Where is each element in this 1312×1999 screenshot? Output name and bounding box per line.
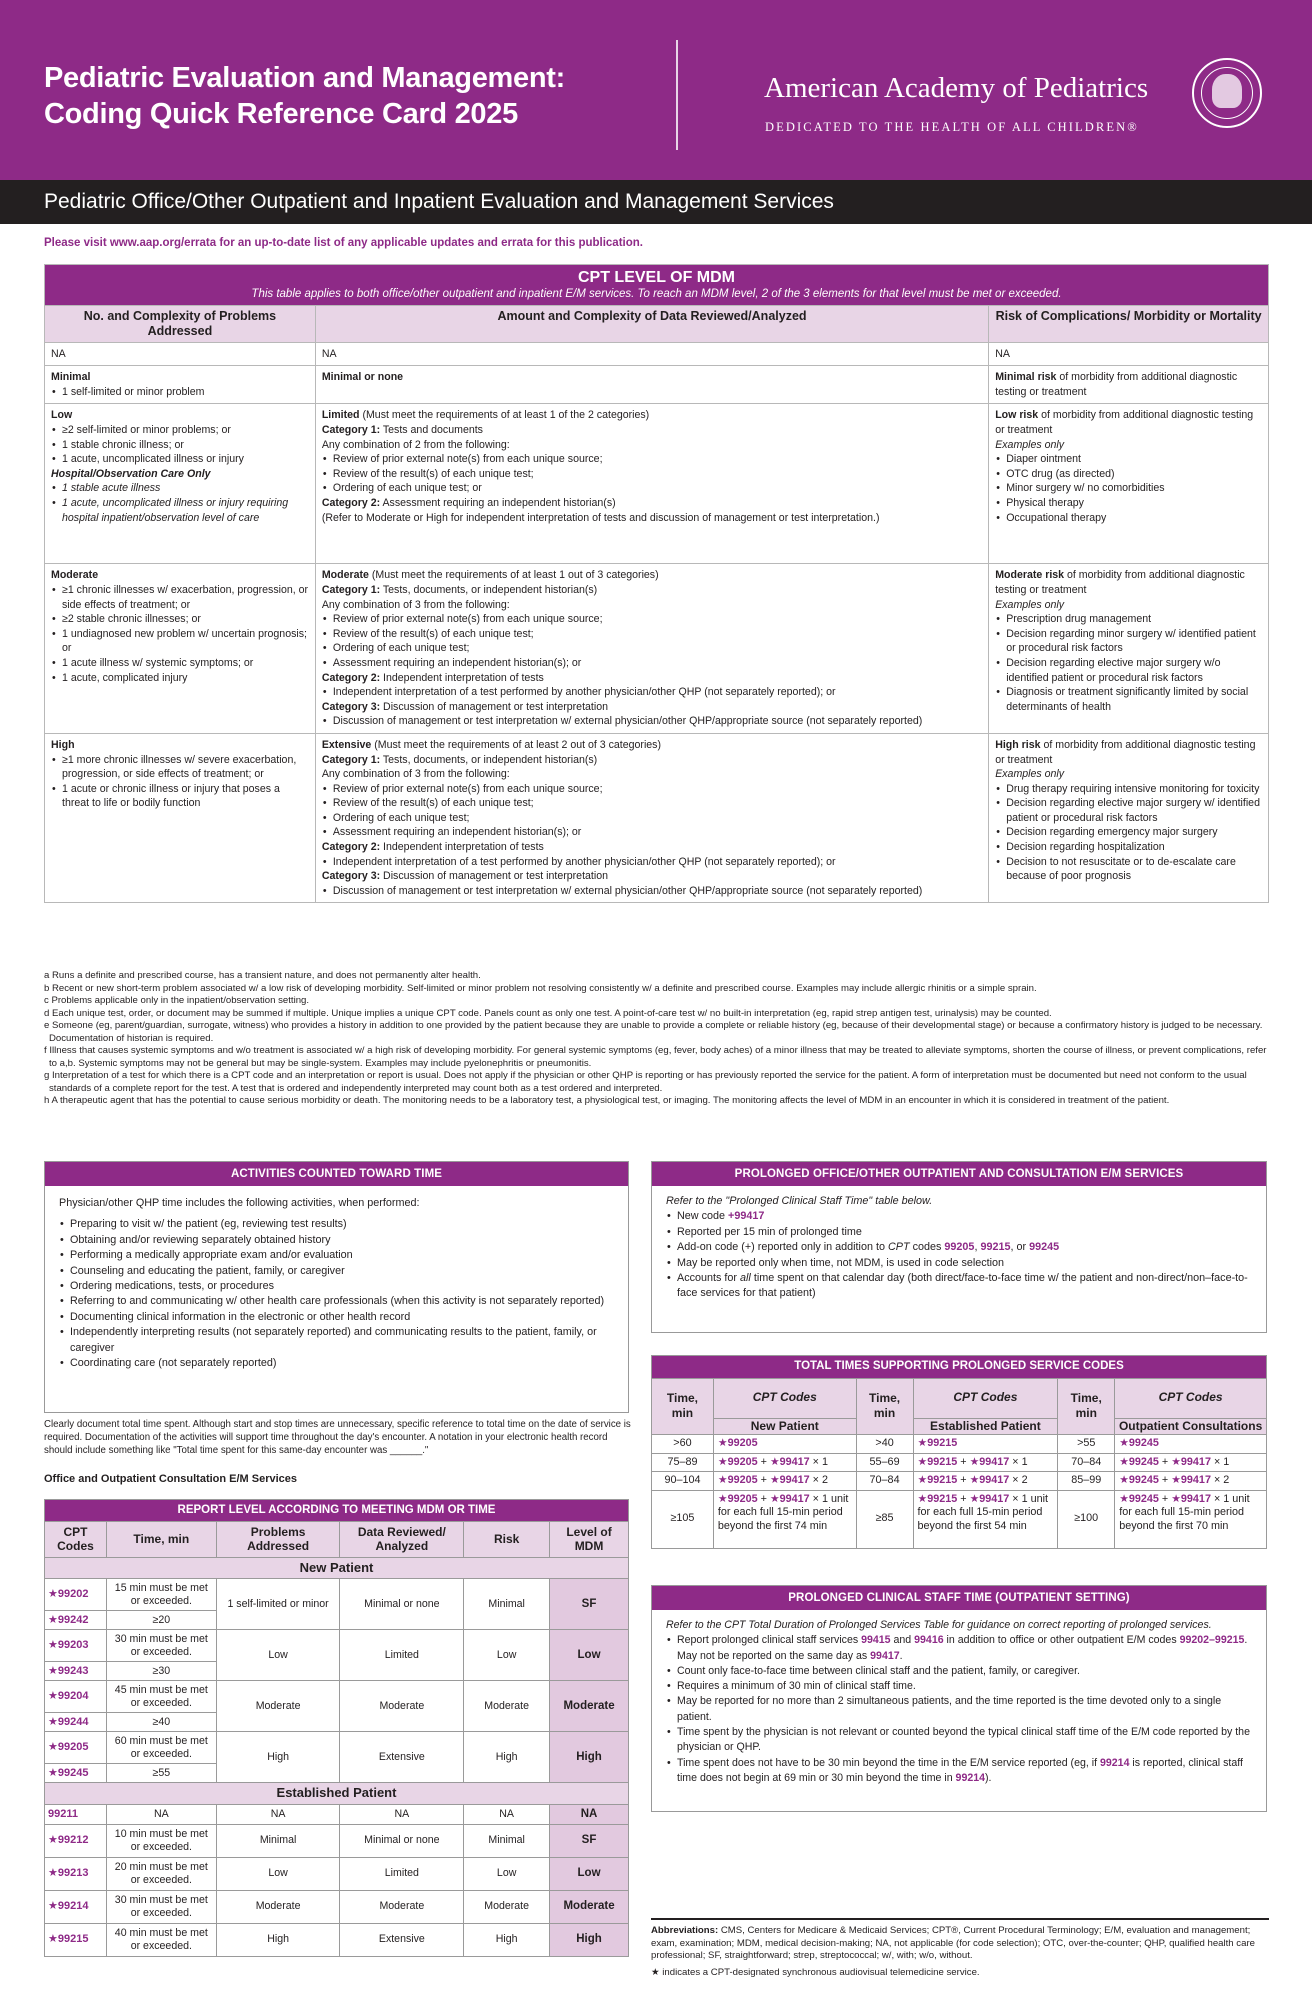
risk-high: High risk of morbidity from additional diagnostic testing or treatment Examples only • Drug therapy requiring intensive monitoring for toxicity • Decision regarding elective major surgery w/ identified patient or procedural risk factors • Decision regarding emergency major surgery • Decision regarding hospitalization • Decision to not resuscitate or to de-escalate care because of poor prognosis [989, 733, 1269, 903]
time-cell: 90–104 [652, 1472, 714, 1491]
col-problems: No. and Complexity of Problems Addressed [45, 305, 316, 342]
section-subheader: Pediatric Office/Other Outpatient and Inpatient Evaluation and Management Services [0, 180, 1312, 224]
time-cell: ≥100 [1058, 1490, 1115, 1548]
risk-moderate: Moderate risk of morbidity from additional diagnostic testing or treatment Examples only • Prescription drug management • Decision regarding minor surgery w/ identified patient or procedural risk factors • Decision regarding elective major surgery w/o identified patient or procedural risk factors • Diagnosis or treatment significantly limited by social determinants of health [989, 564, 1269, 734]
table-row [45, 1923, 629, 1956]
cpt-code-cell: ★99205 + ★99417 × 2 [713, 1472, 856, 1491]
title-line-1: Pediatric Evaluation and Management: [44, 62, 565, 94]
organization-name: American Academy of Pediatrics [764, 72, 1149, 104]
staff-time-box [651, 1585, 1267, 1812]
prolonged-title: PROLONGED OFFICE/OTHER OUTPATIENT AND CONSULTATION E/M SERVICES [652, 1162, 1266, 1186]
problems-high: High • ≥1 more chronic illnesses w/ severe exacerbation, progression, or side effects of treatment; or • 1 acute or chronic illness or injury that poses a threat to life or bodily function [45, 733, 316, 903]
table-row [45, 1857, 629, 1890]
mdm-table [44, 264, 1269, 903]
data-reviewed: Limited [340, 1857, 464, 1890]
new-patient-label: New Patient [45, 1557, 629, 1579]
footnote: a Runs a definite and prescribed course, has a transient nature, and does not permanently alter health. [44, 970, 481, 981]
time-threshold: 40 min must be met or exceeded. [106, 1923, 216, 1956]
table-row [45, 1630, 629, 1662]
problems-minimal: Minimal • 1 self-limited or minor problem [45, 366, 316, 404]
time-cell: 75–89 [652, 1453, 714, 1472]
cpt-code: ★99244 [45, 1713, 107, 1732]
report-title: REPORT LEVEL ACCORDING TO MEETING MDM OR TIME [177, 1504, 496, 1516]
cpt-code: ★99245 [45, 1764, 107, 1783]
errata-note: Please visit www.aap.org/errata for an up-to-date list of any applicable updates and errata for this publication. [44, 237, 643, 249]
problems-addressed: Low [216, 1857, 340, 1890]
risk-level: Moderate [464, 1681, 550, 1732]
mdm-level: Low [550, 1630, 629, 1681]
document-title [44, 60, 565, 132]
activities-title: ACTIVITIES COUNTED TOWARD TIME [45, 1162, 628, 1186]
mdm-row-low [45, 404, 1269, 564]
mdm-level: High [550, 1732, 629, 1783]
risk-level: Moderate [464, 1890, 550, 1923]
cpt-code: ★99202 [45, 1579, 107, 1611]
header-banner [0, 0, 1312, 180]
time-threshold: 60 min must be met or exceeded. [106, 1732, 216, 1764]
cpt-code-cell: ★99215 + ★99417 × 1 [913, 1453, 1058, 1472]
time-cell: >60 [652, 1435, 714, 1454]
title-line-2: Coding Quick Reference Card 2025 [44, 98, 518, 130]
risk-low: Low risk of morbidity from additional diagnostic testing or treatment Examples only • Diaper ointment • OTC drug (as directed) • Minor surgery w/ no comorbidities • Physical therapy • Occupational therapy [989, 404, 1269, 564]
data-reviewed: Minimal or none [340, 1579, 464, 1630]
footnote: d Each unique test, order, or document may be summed if multiple. Unique implies a unique CPT code. Panels count as only one test. A point-of-care test w/ no built-in interpretation (eg, rapid strep antigen test, urinalysis) may be counted. [44, 1007, 1052, 1019]
time-threshold: 15 min must be met or exceeded. [106, 1579, 216, 1611]
mdm-level: SF [550, 1824, 629, 1857]
abbreviations: Abbreviations: CMS, Centers for Medicare & Medicaid Services; CPT®, Current Procedural Terminology; E/M, evaluation and management; exam, examination; MDM, medical decision-making; NA, not applicable (for code selection); OTC, over-the-counter; QHP, qualified health care professional; SF, straightforward; strep, streptococcal; w/, with; w/o, without. ★ indicates a CPT-designated synchronous audiovisual telemedicine service. [651, 1918, 1269, 1979]
cpt-code: ★99242 [45, 1611, 107, 1630]
col-risk: Risk of Complications/ Morbidity or Mortality [989, 305, 1269, 342]
total-times-row [652, 1453, 1267, 1472]
prolonged-body: Refer to the "Prolonged Clinical Staff Time" table below. • New code +99417 • Reported per 15 min of prolonged time • Add-on code (+) reported only in addition to CPT codes 99205, 99215, or 99245 • May be reported only when time, not MDM, is used in code selection • Accounts for all time spent on that calendar day (both direct/face-to-face time w/ the patient and non-direct/non–face-to-face services for that patient) [652, 1186, 1266, 1312]
cpt-code-cell: ★99215 [913, 1435, 1058, 1454]
mdm-level: Low [550, 1857, 629, 1890]
data-reviewed: Limited [340, 1630, 464, 1681]
risk-level: Minimal [464, 1824, 550, 1857]
na-cell: NA [45, 342, 316, 366]
time-cell: 70–84 [1058, 1453, 1115, 1472]
cpt-code-cell: ★99205 + ★99417 × 1 unit for each full 15-min period beyond the first 74 min [713, 1490, 856, 1548]
data-minimal: Minimal or none [315, 366, 988, 404]
cpt-code-cell: ★99245 + ★99417 × 1 unit for each full 15-min period beyond the first 70 min [1115, 1490, 1267, 1548]
total-times-table: TOTAL TIMES SUPPORTING PROLONGED SERVICE CODES Time, min CPT Codes Time, min CPT Codes Time, min CPT Codes New Patient Established Patient Outpatient Consultations >60 ★99205 >40 ★99215 >55 ★99245 75–89 ★99205 + ★99417 × 1 55–69 ★99215 + ★99417 × 1 70–84 ★99245 + ★99417 × 1 90–104 ★99205 + ★99417 × 2 70–84 ★99215 + ★99417 × 2 85–99 ★99245 + ★99417 × 2 ≥105 ★99205 + ★99417 × 1 unit for each full 15-min period beyond the first 74 min ≥85 ★99215 + ★99417 × 1 unit for each full 15-min period beyond the first 54 min ≥100 ★99245 + ★99417 × 1 unit for each full 15-min period beyond the first 70 min [651, 1355, 1267, 1549]
problems-addressed: Low [216, 1630, 340, 1681]
time-cell: ≥105 [652, 1490, 714, 1548]
table-row [45, 1824, 629, 1857]
table-row [45, 1681, 629, 1713]
total-times-row [652, 1435, 1267, 1454]
footnotes [44, 970, 1269, 1108]
time-threshold: ≥20 [106, 1611, 216, 1630]
data-reviewed: Extensive [340, 1923, 464, 1956]
header-divider [676, 40, 678, 150]
activities-list: • Preparing to visit w/ the patient (eg, reviewing test results) • Obtaining and/or reviewing separately obtained history • Performing a medically appropriate exam and/or evaluation • Counseling and educating the patient, family, or caregiver • Ordering medications, tests, or procedures • Referring to and communicating w/ other health care professionals (when this activity is not separately reported) • Documenting clinical information in the electronic or other health record • Independently interpreting results (not separately reported) and communicating results to the patient, family, or caregiver • Coordinating care (not separately reported) [59, 1217, 614, 1371]
time-threshold: 30 min must be met or exceeded. [106, 1630, 216, 1662]
activities-box [44, 1161, 629, 1413]
mdm-level: Moderate [550, 1890, 629, 1923]
mdm-level: Moderate [550, 1681, 629, 1732]
footnote: b Recent or new short-term problem associated w/ a low risk of developing morbidity. Self-limited or minor problem not resolving consistently w/ a definite and prescribed course. Examples may include allergic rhinitis or a simple sprain. [44, 982, 1037, 994]
time-cell: >40 [856, 1435, 913, 1454]
footnote: h A therapeutic agent that has the potential to cause serious morbidity or death. The monitoring needs to be a laboratory test, a physiological test, or imaging. The monitoring affects the level of MDM in an encounter in which it is considered in treatment of the patient. [44, 1095, 1170, 1106]
total-times-row [652, 1490, 1267, 1548]
mdm-subtitle: This table applies to both office/other outpatient and inpatient E/M services. To reach an MDM level, 2 of the 3 elements for that level must be met or exceeded. [45, 287, 1269, 305]
office-services-label: Office and Outpatient Consultation E/M Services [44, 1473, 298, 1485]
report-level-table: REPORT LEVEL ACCORDING TO MEETING MDM OR TIME CPT Codes Time, min Problems Addressed Data Reviewed/ Analyzed Risk Level of MDM New Patient ★99202 15 min must be met or exceeded. 1 self-limited or minor Minimal or none Minimal SF ★99242 ≥20 ★99203 30 min must be met or exceeded. Low Limited Low Low ★99243 ≥30 ★99204 45 min must be met or exceeded. Moderate Moderate Moderate Moderate ★99244 ≥40 ★99205 60 min must be met or exceeded. High Extensive High High ★99245 ≥55 Established Patient 99211 NA NA NA NA NA ★99212 10 min must be met or exceeded. Minimal Minimal or none Minimal SF ★99213 20 min must be met or exceeded. Low Limited Low Low ★99214 30 min must be met or exceeded. Moderate Moderate Moderate Moderate ★99215 40 min must be met or exceeded. High Extensive High High [44, 1499, 629, 1957]
cpt-code: 99211 [45, 1804, 107, 1824]
data-moderate: Moderate (Must meet the requirements of at least 1 out of 3 categories) Category 1: Tests, documents, or independent historian(s) Any combination of 3 from the following: • Review of prior external note(s) from each unique source; • Review of the result(s) of each unique test; • Ordering of each unique test; • Assessment requiring an independent historian(s); or Category 2: Independent interpretation of tests • Independent interpretation of a test performed by another physician/other QHP (not separately reported); or Category 3: Discussion of management or test interpretation • Discussion of management or test interpretation w/ external physician/other QHP/appropriate source (not separately reported) [315, 564, 988, 734]
established-patient-label: Established Patient [45, 1783, 629, 1805]
aap-seal-logo [1192, 58, 1262, 128]
data-reviewed: Minimal or none [340, 1824, 464, 1857]
time-threshold: 30 min must be met or exceeded. [106, 1890, 216, 1923]
prolonged-item: • New code +99417 [666, 1209, 1252, 1224]
data-reviewed: Moderate [340, 1890, 464, 1923]
table-row [45, 1890, 629, 1923]
time-threshold: ≥40 [106, 1713, 216, 1732]
problems-addressed: NA [216, 1804, 340, 1824]
na-cell: NA [989, 342, 1269, 366]
risk-level: High [464, 1732, 550, 1783]
mdm-level: NA [550, 1804, 629, 1824]
organization-tagline: DEDICATED TO THE HEALTH OF ALL CHILDREN® [765, 120, 1139, 134]
total-times-row [652, 1472, 1267, 1491]
cpt-code: ★99204 [45, 1681, 107, 1713]
star-note: ★ indicates a CPT-designated synchronous audiovisual telemedicine service. [651, 1966, 980, 1978]
mdm-row-minimal [45, 366, 1269, 404]
risk-level: High [464, 1923, 550, 1956]
problems-addressed: High [216, 1732, 340, 1783]
problems-addressed: Moderate [216, 1681, 340, 1732]
time-threshold: 10 min must be met or exceeded. [106, 1824, 216, 1857]
footnote: c Problems applicable only in the inpatient/observation setting. [44, 995, 310, 1006]
risk-level: Low [464, 1857, 550, 1890]
mdm-level: High [550, 1923, 629, 1956]
cpt-code: ★99205 [45, 1732, 107, 1764]
mdm-level: SF [550, 1579, 629, 1630]
cpt-code: ★99203 [45, 1630, 107, 1662]
risk-level: NA [464, 1804, 550, 1824]
mdm-row-moderate [45, 564, 1269, 734]
cpt-code-cell: ★99215 + ★99417 × 2 [913, 1472, 1058, 1491]
problems-addressed: High [216, 1923, 340, 1956]
time-threshold: NA [106, 1804, 216, 1824]
footnote: g Interpretation of a test for which there is a CPT code and an interpretation or report is usual. Does not apply if the physician or other QHP is reporting or has previously reported the service for the patient. A form of interpretation must be documented but need not conform to the usual standards of a complete report for the test. A test that is ordered and independently interpreted may count both as a test ordered and interpreted. [44, 1070, 1247, 1094]
total-times-title: TOTAL TIMES SUPPORTING PROLONGED SERVICE CODES [794, 1360, 1124, 1372]
staff-time-title: PROLONGED CLINICAL STAFF TIME (OUTPATIENT SETTING) [652, 1586, 1266, 1610]
activities-body: Physician/other QHP time includes the following activities, when performed: • Preparing to visit w/ the patient (eg, reviewing test results) • Obtaining and/or reviewing separately obtained history • Performing a medically appropriate exam and/or evaluation • Counseling and educating the patient, family, or caregiver • Ordering medications, tests, or procedures • Referring to and communicating w/ other health care professionals (when this activity is not separately reported) • Documenting clinical information in the electronic or other health record • Independently interpreting results (not separately reported) and communicating results to the patient, family, or caregiver • Coordinating care (not separately reported) [45, 1186, 628, 1381]
cpt-code: ★99215 [45, 1923, 107, 1956]
risk-minimal: Minimal risk of morbidity from additional diagnostic testing or treatment [989, 366, 1269, 404]
prolonged-box [651, 1161, 1267, 1333]
time-cell: 70–84 [856, 1472, 913, 1491]
col-data: Amount and Complexity of Data Reviewed/Analyzed [315, 305, 988, 342]
cpt-code-cell: ★99205 [713, 1435, 856, 1454]
time-cell: ≥85 [856, 1490, 913, 1548]
cpt-code-cell: ★99245 + ★99417 × 1 [1115, 1453, 1267, 1472]
cpt-code: ★99213 [45, 1857, 107, 1890]
problems-addressed: Minimal [216, 1824, 340, 1857]
documentation-note: Clearly document total time spent. Although start and stop times are unnecessary, specific reference to total time on the date of service is required. Documentation of the activities will support time throughout the day's encounter. A notation in your electronic health record should include something like "Total time spent for this same-day encounter was ______." [44, 1419, 631, 1456]
cpt-code-cell: ★99215 + ★99417 × 1 unit for each full 15-min period beyond the first 54 min [913, 1490, 1058, 1548]
footnote: f Illness that causes systemic symptoms and w/o treatment is associated w/ a high risk of developing morbidity. For general systemic symptoms (eg, fever, body aches) of a minor illness that may be treated to alleviate symptoms, shorten the course of illness, or prevent complications, refer to a,b. Systemic symptoms may not be general but may be single-system. Examples may include pyelonephritis or pneumonitis. [44, 1045, 1267, 1069]
table-row [45, 1579, 629, 1611]
time-cell: >55 [1058, 1435, 1115, 1454]
cpt-code: ★99243 [45, 1662, 107, 1681]
cpt-code: ★99212 [45, 1824, 107, 1857]
time-threshold: 45 min must be met or exceeded. [106, 1681, 216, 1713]
na-cell: NA [315, 342, 988, 366]
data-reviewed: Moderate [340, 1681, 464, 1732]
problems-addressed: Moderate [216, 1890, 340, 1923]
footnote: e Someone (eg, parent/guardian, surrogate, witness) who provides a history in addition to one provided by the patient because they are unable to provide a complete or reliable history (eg, because of their developmental stage) or because a confirmatory history is judged to be necessary. Documentation of historian is required. [44, 1020, 1263, 1044]
problems-low: Low • ≥2 self-limited or minor problems; or • 1 stable chronic illness; or • 1 acute, uncomplicated illness or injury Hospital/Observation Care Only • 1 stable acute illness • 1 acute, uncomplicated illness or injury requiring hospital inpatient/observation level of care [45, 404, 316, 564]
time-cell: 55–69 [856, 1453, 913, 1472]
data-high: Extensive (Must meet the requirements of at least 2 out of 3 categories) Category 1: Tests, documents, or independent historian(s) Any combination of 3 from the following: • Review of prior external note(s) from each unique source; • Review of the result(s) of each unique test; • Ordering of each unique test; • Assessment requiring an independent historian(s); or Category 2: Independent interpretation of tests • Independent interpretation of a test performed by another physician/other QHP (not separately reported); or Category 3: Discussion of management or test interpretation • Discussion of management or test interpretation w/ external physician/other QHP/appropriate source (not separately reported) [315, 733, 988, 903]
data-reviewed: NA [340, 1804, 464, 1824]
time-threshold: ≥55 [106, 1764, 216, 1783]
risk-level: Minimal [464, 1579, 550, 1630]
cpt-code-cell: ★99245 + ★99417 × 2 [1115, 1472, 1267, 1491]
staff-time-body: Refer to the CPT Total Duration of Prolonged Services Table for guidance on correct reporting of prolonged services. • Report prolonged clinical staff services 99415 and 99416 in addition to office or other outpatient E/M codes 99202–99215. May not be reported on the same day as 99417. • Count only face-to-face time between clinical staff and the patient, family, or caregiver. • Requires a minimum of 30 min of clinical staff time. • May be reported for no more than 2 simultaneous patients, and the time reported is the time devoted only to a single patient. • Time spent by the physician is not relevant or counted beyond the typical clinical staff time of the E/M code reported by the physician or QHP. • Time spent does not have to be 30 min beyond the time in the E/M service reported (eg, if 99214 is reported, clinical staff time does not begin at 69 min or 30 min beyond the time in 99214). [652, 1610, 1266, 1796]
mdm-title: CPT LEVEL OF MDM [45, 265, 1269, 288]
data-reviewed: Extensive [340, 1732, 464, 1783]
risk-level: Low [464, 1630, 550, 1681]
table-row [45, 1732, 629, 1764]
time-threshold: ≥30 [106, 1662, 216, 1681]
cpt-code-cell: ★99245 [1115, 1435, 1267, 1454]
problems-addressed: 1 self-limited or minor [216, 1579, 340, 1630]
table-row [45, 1804, 629, 1824]
cpt-code: ★99214 [45, 1890, 107, 1923]
time-cell: 85–99 [1058, 1472, 1115, 1491]
problems-moderate: Moderate • ≥1 chronic illnesses w/ exacerbation, progression, or side effects of treatment; or • ≥2 stable chronic illnesses; or • 1 undiagnosed new problem w/ uncertain prognosis; or • 1 acute illness w/ systemic symptoms; or • 1 acute, complicated injury [45, 564, 316, 734]
time-threshold: 20 min must be met or exceeded. [106, 1857, 216, 1890]
mdm-table-container [44, 264, 1269, 903]
mdm-row-high [45, 733, 1269, 903]
cpt-code-cell: ★99205 + ★99417 × 1 [713, 1453, 856, 1472]
data-low: Limited (Must meet the requirements of at least 1 of the 2 categories) Category 1: Tests and documents Any combination of 2 from the following: • Review of prior external note(s) from each unique source; • Review of the result(s) of each unique test; • Ordering of each unique test; or Category 2: Assessment requiring an independent historian(s) (Refer to Moderate or High for independent interpretation of tests and discussion of management or test interpretation.) [315, 404, 988, 564]
